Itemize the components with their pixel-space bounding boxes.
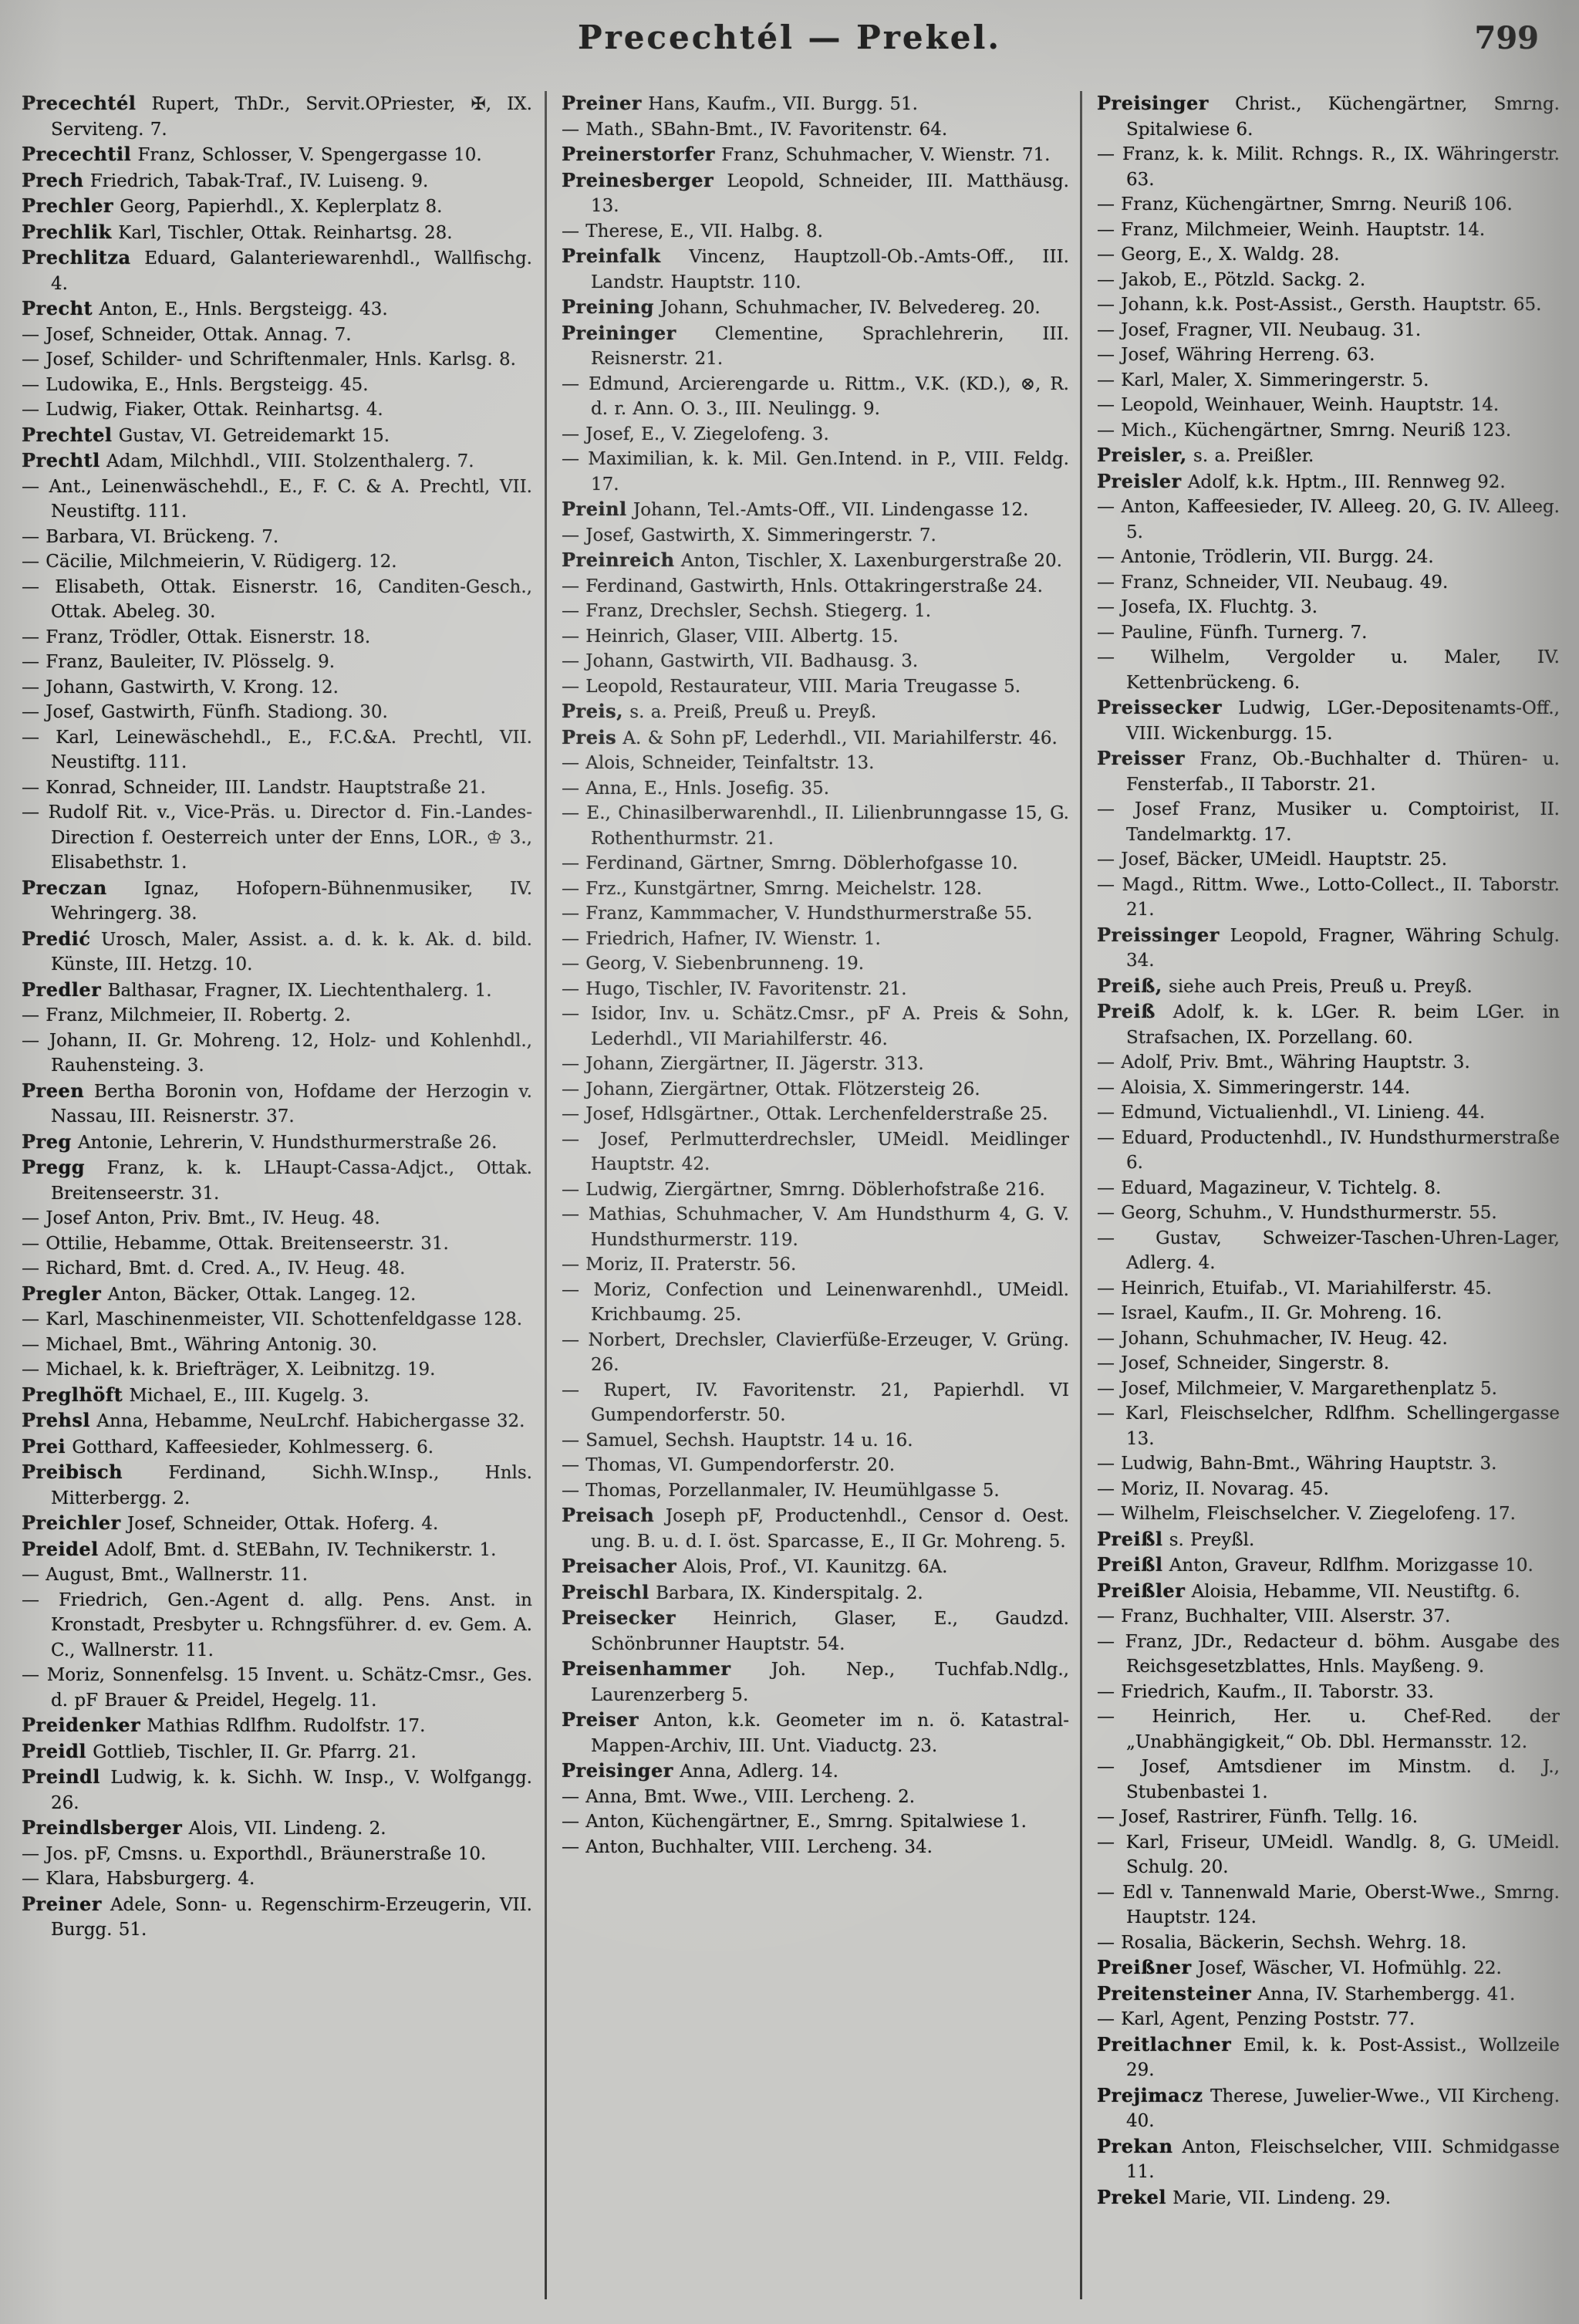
directory-entry: — Wilhelm, Fleischselcher. V. Ziegelofeng. 17. <box>1097 1504 1516 1524</box>
directory-entry: Pregler Anton, Bäcker, Ottak. Langeg. 12. <box>22 1282 417 1305</box>
entry-surname: Prechtel <box>22 423 113 446</box>
entry-surname: Preitlachner <box>1097 2032 1232 2055</box>
directory-entry: — Josef, Schneider, Ottak. Annag. 7. <box>22 324 352 345</box>
entry-surname: Preis <box>562 725 617 748</box>
directory-entry: — Hugo, Tischler, IV. Favoritenstr. 21. <box>562 978 907 999</box>
directory-entry: Preißner Josef, Wäscher, VI. Hofmühlg. 22. <box>1097 1956 1502 1978</box>
directory-entry: Preibisch Ferdinand, Sichh.W.Insp., Hnls. Mitterbergg. 2. <box>22 1461 532 1508</box>
directory-entry: — Rudolf Rit. v., Vice-Präs. u. Director d. Fin.-Landes-Direction f. Oesterreich unter der Enns, LOR., ♔ 3., Elisabethstr. 1. <box>22 802 532 873</box>
directory-entry: — Ludwig, Ziergärtner, Smrng. Döblerhofstraße 216. <box>562 1179 1045 1200</box>
directory-entry: Precht Anton, E., Hnls. Bergsteigg. 43. <box>22 297 388 319</box>
directory-entry: — Johann, Ziergärtner, Ottak. Flötzersteig 26. <box>562 1079 980 1100</box>
directory-entry: — Georg, Schuhm., V. Hundsthurmerstr. 55. <box>1097 1203 1497 1223</box>
directory-entry: Preitlachner Emil, k. k. Post-Assist., Wollzeile 29. <box>1097 2032 1560 2080</box>
directory-entry: — Franz, JDr., Redacteur d. böhm. Ausgabe des Reichsgesetzblattes, Hnls. Mayßeng. 9. <box>1097 1631 1560 1677</box>
entry-surname: Preißl <box>1097 1553 1163 1576</box>
directory-entry: — Johann, k.k. Post-Assist., Gersth. Hauptstr. 65. <box>1097 295 1542 315</box>
directory-entry: — Josef, Perlmutterdrechsler, UMeidl. Meidlinger Hauptstr. 42. <box>562 1129 1069 1174</box>
entry-surname: Prechler <box>22 194 114 217</box>
entry-surname: Preissinger <box>1097 923 1220 946</box>
directory-entry: Prei Gotthard, Kaffeesieder, Kohlmesserg. 6. <box>22 1434 434 1458</box>
entry-surname: Preinfalk <box>562 245 661 267</box>
directory-entry: — Josef, Rastrirer, Fünfh. Tellg. 16. <box>1097 1807 1419 1827</box>
directory-entry: — Isidor, Inv. u. Schätz.Cmsr., pF A. Preis & Sohn, Lederhdl., VII Mariahilferstr. 46. <box>562 1004 1069 1049</box>
directory-entry: — Eduard, Magazineur, V. Tichtelg. 8. <box>1097 1177 1442 1198</box>
entry-surname: Preisler, <box>1097 444 1187 466</box>
entry-surname: Preiner <box>22 1892 102 1915</box>
directory-entry: Preiner Adele, Sonn- u. Regenschirm-Erzeugerin, VII. Burgg. 51. <box>22 1892 532 1940</box>
column-divider-1 <box>545 91 547 2299</box>
directory-entry: Preisinger Christ., Küchengärtner, Smrng. Spitalwiese 6. <box>1097 92 1560 140</box>
entry-surname: Preibisch <box>22 1461 123 1483</box>
directory-entry: — Franz, k. k. Milit. Rchngs. R., IX. Währingerstr. 63. <box>1097 144 1560 190</box>
directory-entry: Prechtl Adam, Milchhdl., VIII. Stolzenthalerg. 7. <box>22 449 474 471</box>
directory-entry: — Thomas, VI. Gumpendorferstr. 20. <box>562 1455 896 1475</box>
directory-entry: — Konrad, Schneider, III. Landstr. Hauptstraße 21. <box>22 777 486 798</box>
directory-entry: Prechlitza Eduard, Galanteriewarenhdl., Wallfischg. 4. <box>22 246 532 294</box>
directory-entry: — Math., SBahn-Bmt., IV. Favoritenstr. 64. <box>562 119 948 140</box>
entry-surname: Preisser <box>1097 747 1186 769</box>
entry-surname: Preichler <box>22 1512 121 1534</box>
directory-entry: Preiß Adolf, k. k. LGer. R. beim LGer. in Strafsachen, IX. Porzellang. 60. <box>1097 1000 1560 1048</box>
directory-entry: — Johann, Gastwirth, V. Krong. 12. <box>22 677 339 698</box>
page-number: 799 <box>1474 20 1539 56</box>
directory-entry: — Johann, II. Gr. Mohreng. 12, Holz- und Kohlenhdl., Rauhensteing. 3. <box>22 1030 532 1076</box>
directory-entry: Preindlsberger Alois, VII. Lindeng. 2. <box>22 1816 386 1839</box>
directory-entry: — Moriz, II. Praterstr. 56. <box>562 1255 797 1275</box>
entry-surname: Preiser <box>562 1708 639 1731</box>
directory-entry: Precechtil Franz, Schlosser, V. Spengergasse 10. <box>22 143 482 165</box>
directory-entry: Preißl s. Preyßl. <box>1097 1527 1255 1550</box>
directory-entry: — Michael, k. k. Briefträger, X. Leibnitzg. 19. <box>22 1360 436 1380</box>
directory-entry: Preißl Anton, Graveur, Rdlfhm. Morizgasse 10. <box>1097 1553 1533 1576</box>
directory-entry: — Barbara, VI. Brückeng. 7. <box>22 526 279 547</box>
directory-entry: Preen Bertha Boronin von, Hofdame der Herzogin v. Nassau, III. Reisnerstr. 37. <box>22 1079 532 1127</box>
directory-entry: Preisler Adolf, k.k. Hptm., III. Rennweg 92. <box>1097 469 1506 492</box>
directory-entry: Prechtel Gustav, VI. Getreidemarkt 15. <box>22 423 390 446</box>
entry-surname: Precht <box>22 297 93 319</box>
entry-surname: Preisler <box>1097 469 1182 492</box>
directory-entry: Preisacher Alois, Prof., VI. Kaunitzg. 6A. <box>562 1555 948 1577</box>
directory-entry: — Ferdinand, Gastwirth, Hnls. Ottakringerstraße 24. <box>562 576 1043 596</box>
entry-surname: Preinesberger <box>562 168 714 191</box>
directory-entry: — August, Bmt., Wallnerstr. 11. <box>22 1565 309 1585</box>
directory-entry: — Anton, Küchengärtner, E., Smrng. Spitalwiese 1. <box>562 1812 1027 1832</box>
directory-entry: — Friedrich, Kaufm., II. Taborstr. 33. <box>1097 1681 1434 1702</box>
directory-entry: — Anton, Kaffeesieder, IV. Alleeg. 20, G. IV. Alleeg. 5. <box>1097 497 1560 542</box>
directory-entry: — Josef, Milchmeier, V. Margarethenplatz 5. <box>1097 1378 1497 1399</box>
entry-surname: Preidenker <box>22 1714 141 1736</box>
entry-surname: Preißner <box>1097 1956 1192 1978</box>
entry-surname: Preißler <box>1097 1579 1186 1602</box>
column-divider-2 <box>1080 91 1082 2299</box>
directory-entry: — Anton, Buchhalter, VIII. Lercheng. 34. <box>562 1836 933 1857</box>
directory-entry: — Johann, Gastwirth, VII. Badhausg. 3. <box>562 651 919 671</box>
entry-surname: Precechtél <box>22 92 137 114</box>
directory-entry: — Frz., Kunstgärtner, Smrng. Meichelstr. 128. <box>562 878 983 899</box>
directory-entry: — Jos. pF, Cmsns. u. Exporthdl., Bräunerstraße 10. <box>22 1843 487 1864</box>
directory-entry: — Karl, Leinewäschehdl., E., F.C.&A. Prechtl, VII. Neustiftg. 111. <box>22 727 532 772</box>
directory-entry: — Therese, E., VII. Halbg. 8. <box>562 221 823 242</box>
directory-entry: — Franz, Schneider, VII. Neubaug. 49. <box>1097 572 1449 593</box>
directory-entry: — Alois, Schneider, Teinfaltstr. 13. <box>562 753 875 773</box>
directory-entry: — Karl, Friseur, UMeidl. Wandlg. 8, G. UMeidl. Schulg. 20. <box>1097 1832 1560 1877</box>
entry-surname: Preitensteiner <box>1097 1981 1252 2005</box>
directory-entry: Predler Balthasar, Fragner, IX. Liechtenthalerg. 1. <box>22 978 492 1001</box>
directory-entry: — Josef, Gastwirth, Fünfh. Stadiong. 30. <box>22 702 388 722</box>
entry-surname: Preen <box>22 1079 85 1102</box>
entry-surname: Prekel <box>1097 2185 1166 2208</box>
entry-surname: Preidl <box>22 1739 86 1762</box>
directory-entry: Preiß, siehe auch Preis, Preuß u. Preyß. <box>1097 974 1473 997</box>
directory-entry: — Jakob, E., Pötzld. Sackg. 2. <box>1097 269 1366 290</box>
entry-surname: Preindlsberger <box>22 1816 183 1839</box>
entry-surname: Preinerstorfer <box>562 143 715 165</box>
entry-surname: Prekan <box>1097 2134 1173 2157</box>
entry-surname: Preisinger <box>562 1759 673 1782</box>
directory-entry: — Johann, Schuhmacher, IV. Heug. 42. <box>1097 1328 1448 1349</box>
directory-entry: Preißler Aloisia, Hebamme, VII. Neustiftg. 6. <box>1097 1579 1520 1602</box>
entry-surname: Predić <box>22 927 91 950</box>
directory-entry: — Franz, Milchmeier, II. Robertg. 2. <box>22 1005 351 1025</box>
directory-entry: Preiner Hans, Kaufm., VII. Burgg. 51. <box>562 92 918 114</box>
directory-entry: — Franz, Drechsler, Sechsh. Stiegerg. 1. <box>562 601 932 621</box>
directory-entry: Preininger Clementine, Sprachlehrerin, III. Reisnerstr. 21. <box>562 321 1069 369</box>
directory-column-2 <box>562 91 1069 2313</box>
entry-surname: Prejimacz <box>1097 2083 1203 2106</box>
entry-surname: Preisach <box>562 1504 655 1526</box>
directory-entry: — Karl, Maschinenmeister, VII. Schottenfeldgasse 128. <box>22 1309 523 1329</box>
directory-entry: — Thomas, Porzellanmaler, IV. Heumühlgasse 5. <box>562 1480 1000 1501</box>
directory-entry: — Richard, Bmt. d. Cred. A., IV. Heug. 48. <box>22 1258 406 1279</box>
directory-entry: Preissecker Ludwig, LGer.-Depositenamts-Off., VIII. Wickenburgg. 15. <box>1097 696 1560 744</box>
directory-entry: — Elisabeth, Ottak. Eisnerstr. 16, Canditen-Gesch., Ottak. Abeleg. 30. <box>22 576 532 622</box>
directory-entry: — Rupert, IV. Favoritenstr. 21, Papierhdl. VI Gumpendorferstr. 50. <box>562 1380 1069 1425</box>
directory-entry: — Georg, V. Siebenbrunneng. 19. <box>562 954 865 974</box>
directory-entry: Preisinger Anna, Adlerg. 14. <box>562 1759 838 1782</box>
entry-surname: Preisacher <box>562 1555 677 1577</box>
directory-entry: — Aloisia, X. Simmeringerstr. 144. <box>1097 1077 1411 1098</box>
directory-entry: — Josef, Fragner, VII. Neubaug. 31. <box>1097 319 1422 340</box>
directory-entry: — Franz, Buchhalter, VIII. Alserstr. 37. <box>1097 1606 1451 1626</box>
directory-entry: — Georg, E., X. Waldg. 28. <box>1097 245 1340 265</box>
directory-entry: Preisser Franz, Ob.-Buchhalter d. Thüren- u. Fensterfab., II Taborstr. 21. <box>1097 747 1560 795</box>
directory-entry: Preidel Adolf, Bmt. d. StEBahn, IV. Technikerstr. 1. <box>22 1537 497 1560</box>
directory-entry: — Leopold, Weinhauer, Weinh. Hauptstr. 14. <box>1097 395 1500 415</box>
entry-surname: Preg <box>22 1130 72 1153</box>
directory-entry: Prekel Marie, VII. Lindeng. 29. <box>1097 2185 1392 2208</box>
directory-entry: — Josef, Währing Herreng. 63. <box>1097 345 1375 365</box>
directory-entry: — Mathias, Schuhmacher, V. Am Hundsthurm 4, G. V. Hundsthurmerstr. 119. <box>562 1204 1069 1250</box>
directory-entry: — Leopold, Restaurateur, VIII. Maria Treugasse 5. <box>562 676 1021 697</box>
directory-entry: — Ottilie, Hebamme, Ottak. Breitenseerstr. 31. <box>22 1233 449 1254</box>
directory-entry: — Josef Anton, Priv. Bmt., IV. Heug. 48. <box>22 1208 380 1228</box>
directory-entry: — Wilhelm, Vergolder u. Maler, IV. Kettenbrückeng. 6. <box>1097 647 1560 693</box>
entry-surname: Preißl <box>1097 1527 1163 1550</box>
directory-entry: — Karl, Maler, X. Simmeringerstr. 5. <box>1097 370 1429 390</box>
directory-entry: — Heinrich, Etuifab., VI. Mariahilferstr. 45. <box>1097 1278 1492 1299</box>
directory-entry: — Edmund, Arcierengarde u. Rittm., V.K. (KD.), ⊗, R. d. r. Ann. O. 3., III. Neulingg. 9. <box>562 373 1069 419</box>
page-title: Precechtél — Prekel. <box>578 19 1001 56</box>
directory-entry: Preglhöft Michael, E., III. Kugelg. 3. <box>22 1383 369 1406</box>
directory-entry: Pregg Franz, k. k. LHaupt-Cassa-Adjct., Ottak. Breitenseerstr. 31. <box>22 1156 532 1204</box>
entry-surname: Preisenhammer <box>562 1657 731 1680</box>
directory-column-3 <box>1097 91 1560 2313</box>
directory-entry: — Ludwig, Bahn-Bmt., Währing Hauptstr. 3. <box>1097 1454 1497 1474</box>
directory-entry: Predić Urosch, Maler, Assist. a. d. k. k. Ak. d. bild. Künste, III. Hetzg. 10. <box>22 927 532 975</box>
directory-entry: — Pauline, Fünfh. Turnerg. 7. <box>1097 622 1368 643</box>
entry-surname: Preininger <box>562 321 676 344</box>
entry-surname: Predler <box>22 978 102 1001</box>
entry-surname: Precechtil <box>22 143 132 165</box>
directory-entry: — Friedrich, Gen.-Agent d. allg. Pens. Anst. in Kronstadt, Presbyter u. Rchngsführer. d. ev. Gem. A. C., Wallnerstr. 11. <box>22 1589 532 1660</box>
directory-entry: — Adolf, Priv. Bmt., Währing Hauptstr. 3. <box>1097 1052 1470 1072</box>
entry-surname: Preiß <box>1097 1000 1156 1022</box>
directory-entry: — Antonie, Trödlerin, VII. Burgg. 24. <box>1097 547 1434 567</box>
directory-entry: Preischl Barbara, IX. Kinderspitalg. 2. <box>562 1580 923 1603</box>
directory-entry: Prekan Anton, Fleischselcher, VIII. Schmidgasse 11. <box>1097 2134 1560 2182</box>
entry-surname: Preiner <box>562 92 642 114</box>
entry-surname: Prei <box>22 1434 66 1458</box>
directory-entry: — Johann, Ziergärtner, II. Jägerstr. 313. <box>562 1054 924 1074</box>
entry-surname: Preissecker <box>1097 696 1223 718</box>
directory-entry: Preg Antonie, Lehrerin, V. Hundsthurmerstraße 26. <box>22 1130 498 1153</box>
directory-entry: — Anna, Bmt. Wwe., VIII. Lercheng. 2. <box>562 1786 916 1807</box>
directory-entry: — Friedrich, Hafner, IV. Wienstr. 1. <box>562 928 881 949</box>
directory-entry: — Josef Franz, Musiker u. Comptoirist, II. Tandelmarktg. 17. <box>1097 799 1560 845</box>
entry-surname: Preis, <box>562 700 623 722</box>
directory-entry: — Josef, Gastwirth, X. Simmeringerstr. 7. <box>562 525 936 546</box>
directory-entry: — Moriz, Confection und Leinenwarenhdl., UMeidl. Krichbaumg. 25. <box>562 1279 1069 1325</box>
entry-surname: Preglhöft <box>22 1383 123 1406</box>
directory-entry: — Norbert, Drechsler, Clavierfüße-Erzeuger, V. Grüng. 26. <box>562 1329 1069 1375</box>
entry-surname: Preinreich <box>562 549 675 571</box>
directory-entry: — Israel, Kaufm., II. Gr. Mohreng. 16. <box>1097 1303 1442 1323</box>
entry-surname: Preinl <box>562 498 627 520</box>
directory-entry: — Franz, Milchmeier, Weinh. Hauptstr. 14. <box>1097 219 1486 240</box>
directory-entry: — Josef, E., V. Ziegelofeng. 3. <box>562 424 829 444</box>
directory-entry: Preining Johann, Schuhmacher, IV. Belvedereg. 20. <box>562 296 1041 318</box>
directory-entry: — Magd., Rittm. Wwe., Lotto-Collect., II. Taborstr. 21. <box>1097 874 1560 920</box>
directory-entry: Prech Friedrich, Tabak-Traf., IV. Luiseng. 9. <box>22 168 429 191</box>
directory-entry: Preinreich Anton, Tischler, X. Laxenburgerstraße 20. <box>562 549 1062 571</box>
directory-entry: — Ludowika, E., Hnls. Bergsteigg. 45. <box>22 374 369 395</box>
directory-entry: Preinl Johann, Tel.-Amts-Off., VII. Lindengasse 12. <box>562 498 1029 520</box>
directory-entry: — Ludwig, Fiaker, Ottak. Reinhartsg. 4. <box>22 400 383 420</box>
directory-entry: Precechtél Rupert, ThDr., Servit.OPriester, ✠, IX. Serviteng. 7. <box>22 92 532 140</box>
entry-surname: Prehsl <box>22 1409 91 1431</box>
directory-entry: — Josef, Schilder- und Schriftenmaler, Hnls. Karlsg. 8. <box>22 350 516 370</box>
entry-surname: Pregler <box>22 1282 102 1305</box>
directory-entry: — Maximilian, k. k. Mil. Gen.Intend. in P., VIII. Feldg. 17. <box>562 449 1069 495</box>
directory-entry: — Franz, Bauleiter, IV. Plösselg. 9. <box>22 652 336 672</box>
directory-entry: Prechler Georg, Papierhdl., X. Keplerplatz 8. <box>22 194 443 217</box>
directory-entry: Preisler, s. a. Preißler. <box>1097 444 1314 466</box>
directory-entry: — Ant., Leinenwäschehdl., E., F. C. & A. Prechtl, VII. Neustiftg. 111. <box>22 476 532 522</box>
directory-entry: Preinerstorfer Franz, Schuhmacher, V. Wienstr. 71. <box>562 143 1051 165</box>
directory-entry: — Josef, Hdlsgärtner., Ottak. Lerchenfelderstraße 25. <box>562 1104 1048 1124</box>
entry-surname: Preining <box>562 296 654 318</box>
directory-entry: — E., Chinasilberwarenhdl., II. Lilienbrunngasse 15, G. Rothenthurmstr. 21. <box>562 803 1069 849</box>
directory-entry: — Josef, Amtsdiener im Minstm. d. J., Stubenbastei 1. <box>1097 1757 1560 1802</box>
directory-entry: — Anna, E., Hnls. Josefig. 35. <box>562 778 830 799</box>
directory-entry: Preczan Ignaz, Hofopern-Bühnenmusiker, IV. Wehringerg. 38. <box>22 876 532 924</box>
entry-surname: Prechlik <box>22 220 112 243</box>
directory-entry: — Samuel, Sechsh. Hauptstr. 14 u. 16. <box>562 1430 913 1451</box>
directory-entry: Preinfalk Vincenz, Hauptzoll-Ob.-Amts-Off., III. Landstr. Hauptstr. 110. <box>562 245 1069 292</box>
directory-column-1 <box>22 91 532 2313</box>
directory-entry: — Franz, Küchengärtner, Smrng. Neuriß 106. <box>1097 194 1513 214</box>
entry-surname: Preczan <box>22 876 107 899</box>
directory-entry: Preindl Ludwig, k. k. Sichh. W. Insp., V. Wolfgangg. 26. <box>22 1765 532 1813</box>
directory-entry: Preidenker Mathias Rdlfhm. Rudolfstr. 17. <box>22 1714 426 1736</box>
directory-entry: Preisach Joseph pF, Productenhdl., Censor d. Oest. ung. B. u. d. I. öst. Sparcasse, E., II Gr. Mohreng. 5. <box>562 1504 1069 1552</box>
directory-entry: — Heinrich, Glaser, VIII. Albertg. 15. <box>562 626 899 647</box>
directory-entry: Preichler Josef, Schneider, Ottak. Hoferg. 4. <box>22 1512 439 1534</box>
directory-entry: — Edl v. Tannenwald Marie, Oberst-Wwe., Smrng. Hauptstr. 124. <box>1097 1882 1560 1927</box>
entry-surname: Preisecker <box>562 1606 676 1629</box>
directory-entry: — Eduard, Productenhdl., IV. Hundsthurmerstraße 6. <box>1097 1127 1560 1173</box>
directory-entry: Preisenhammer Joh. Nep., Tuchfab.Ndlg., Laurenzerberg 5. <box>562 1657 1069 1705</box>
directory-entry: — Franz, Trödler, Ottak. Eisnerstr. 18. <box>22 627 371 647</box>
directory-entry: — Edmund, Victualienhdl., VI. Linieng. 44. <box>1097 1103 1486 1123</box>
directory-entry: Preis A. & Sohn pF, Lederhdl., VII. Mariahilferstr. 46. <box>562 725 1058 748</box>
directory-entry: Preiser Anton, k.k. Geometer im n. ö. Katastral-Mappen-Archiv, III. Unt. Viaductg. 23. <box>562 1708 1069 1756</box>
directory-entry: Prechlik Karl, Tischler, Ottak. Reinhartsg. 28. <box>22 220 453 243</box>
directory-entry: Preitensteiner Anna, IV. Starhembergg. 41. <box>1097 1981 1516 2005</box>
directory-entry: — Mich., Küchengärtner, Smrng. Neuriß 123. <box>1097 420 1512 441</box>
entry-surname: Preiß, <box>1097 974 1162 997</box>
page-header <box>0 19 1579 73</box>
entry-surname: Prechtl <box>22 449 100 471</box>
directory-entry: — Klara, Habsburgerg. 4. <box>22 1869 255 1889</box>
directory-entry: Preisecker Heinrich, Glaser, E., Gaudzd. Schönbrunner Hauptstr. 54. <box>562 1606 1069 1654</box>
directory-entry: — Michael, Bmt., Währing Antonig. 30. <box>22 1334 378 1355</box>
directory-entry: Prejimacz Therese, Juwelier-Wwe., VII Kircheng. 40. <box>1097 2083 1560 2131</box>
directory-entry: Prehsl Anna, Hebamme, NeuLrchf. Habichergasse 32. <box>22 1409 525 1431</box>
directory-entry: — Ferdinand, Gärtner, Smrng. Döblerhofgasse 10. <box>562 853 1018 873</box>
directory-entry: — Franz, Kammmacher, V. Hundsthurmerstraße 55. <box>562 904 1033 924</box>
directory-entry: — Cäcilie, Milchmeierin, V. Rüdigerg. 12. <box>22 552 397 572</box>
entry-surname: Preischl <box>562 1580 649 1603</box>
entry-surname: Pregg <box>22 1156 86 1178</box>
entry-surname: Prechlitza <box>22 246 131 269</box>
directory-entry: — Josef, Schneider, Singerstr. 8. <box>1097 1353 1390 1373</box>
directory-entry: — Josef, Bäcker, UMeidl. Hauptstr. 25. <box>1097 850 1448 870</box>
directory-entry: — Karl, Agent, Penzing Poststr. 77. <box>1097 2009 1415 2029</box>
directory-entry: — Rosalia, Bäckerin, Sechsh. Wehrg. 18. <box>1097 1932 1467 1953</box>
directory-entry: Preissinger Leopold, Fragner, Währing Schulg. 34. <box>1097 923 1560 971</box>
directory-entry: — Karl, Fleischselcher, Rdlfhm. Schellingergasse 13. <box>1097 1404 1560 1449</box>
directory-entry: — Heinrich, Her. u. Chef-Red. der „Unabhängigkeit,“ Ob. Dbl. Hermansstr. 12. <box>1097 1707 1560 1752</box>
directory-entry: — Gustav, Schweizer-Taschen-Uhren-Lager, Adlerg. 4. <box>1097 1228 1560 1273</box>
directory-entry: — Moriz, II. Novarag. 45. <box>1097 1478 1329 1499</box>
directory-entry: Preis, s. a. Preiß, Preuß u. Preyß. <box>562 700 877 722</box>
entry-surname: Preisinger <box>1097 92 1209 114</box>
directory-entry: — Moriz, Sonnenfelsg. 15 Invent. u. Schätz-Cmsr., Ges. d. pF Brauer & Preidel, Hegelg. 11. <box>22 1665 532 1711</box>
entry-surname: Prech <box>22 168 84 191</box>
entry-surname: Preindl <box>22 1765 100 1788</box>
directory-entry: Preinesberger Leopold, Schneider, III. Matthäusg. 13. <box>562 168 1069 216</box>
directory-entry: — Josefa, IX. Fluchtg. 3. <box>1097 597 1318 617</box>
directory-entry: Preidl Gottlieb, Tischler, II. Gr. Pfarrg. 21. <box>22 1739 417 1762</box>
entry-surname: Preidel <box>22 1537 99 1560</box>
